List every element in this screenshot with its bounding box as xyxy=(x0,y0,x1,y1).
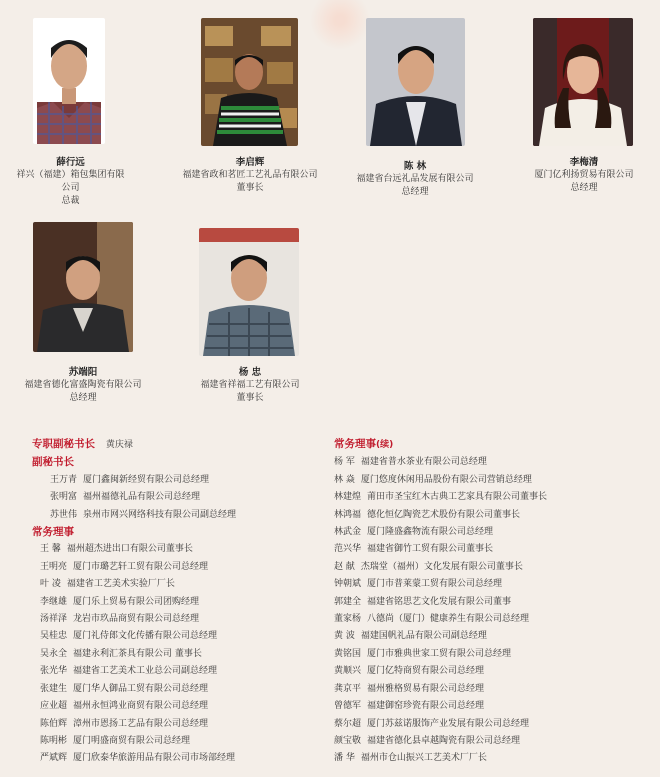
photo-yang-zhong xyxy=(199,228,299,356)
member-org-title: 厦门亿特商贸有限公司总经理 xyxy=(367,666,485,677)
member-org-title: 厦门市普莱蒙工贸有限公司总经理 xyxy=(367,579,503,590)
executive-directors-continued-list xyxy=(334,454,654,767)
member-org-title: 福建永利汇茶具有限公司 董事长 xyxy=(73,648,202,659)
person-title: 总经理 xyxy=(69,393,97,403)
list-item xyxy=(40,663,322,680)
person-company: 福建省政和茗匠工艺礼品有限公司 xyxy=(182,170,318,180)
person-card-4 xyxy=(518,156,650,195)
person-card-2 xyxy=(170,156,330,195)
list-item xyxy=(40,628,322,645)
list-item xyxy=(40,559,322,576)
member-name: 林建煌 xyxy=(334,492,362,503)
member-name: 吴永全 xyxy=(40,648,68,659)
member-name: 钟朝斌 xyxy=(334,579,362,590)
list-item xyxy=(334,733,654,750)
member-name: 苏世伟 xyxy=(50,509,78,520)
photo-chen-lin xyxy=(366,18,465,146)
person-company: 祥兴（福建）箱包集团有限公司 xyxy=(16,170,125,193)
list-item xyxy=(40,646,322,663)
member-org-title: 福建省工艺美术工业总公司副总经理 xyxy=(73,666,218,677)
member-name: 王明亮 xyxy=(40,561,68,572)
member-org-title: 福建国帆礼品有限公司副总经理 xyxy=(360,631,487,642)
member-org-title: 福建省普水茶业有限公司总经理 xyxy=(360,457,487,468)
member-org-title: 龙岩市玖品商贸有限公司总经理 xyxy=(73,614,200,625)
member-name: 汤祥泽 xyxy=(40,614,68,625)
list-item xyxy=(50,489,322,506)
vice-secretary-list xyxy=(32,472,322,524)
list-item xyxy=(40,611,322,628)
list-item xyxy=(40,594,322,611)
person-title: 董事长 xyxy=(236,393,264,403)
member-name: 林武金 xyxy=(334,527,362,538)
member-name: 吴桂忠 xyxy=(40,631,68,642)
member-name: 黄铭国 xyxy=(334,648,362,659)
member-org-title: 厦门市雅典世家工贸有限公司总经理 xyxy=(367,648,512,659)
member-name: 陈明彬 xyxy=(40,735,68,746)
list-item xyxy=(40,576,322,593)
member-name: 李继雄 xyxy=(40,596,68,607)
member-name: 林鸿福 xyxy=(334,509,362,520)
member-org-title: 福建省御竹工贸有限公司董事长 xyxy=(367,544,494,555)
list-item xyxy=(334,716,654,733)
right-member-list xyxy=(334,436,654,768)
deputy-secretary-row xyxy=(32,436,322,454)
member-org-title: 德化恒亿陶瓷艺术股份有限公司董事长 xyxy=(367,509,521,520)
person-name: 杨 忠 xyxy=(238,367,262,378)
person-title: 总经理 xyxy=(401,187,429,197)
executive-directors-continued-header xyxy=(334,436,654,454)
member-name: 黄 波 xyxy=(334,631,355,642)
member-org-title: 福建御窑珍瓷有限公司总经理 xyxy=(367,701,485,712)
member-org-title: 厦门乐上贸易有限公司团购经理 xyxy=(73,596,200,607)
member-org-title: 厦门礼侍郎文化传播有限公司总经理 xyxy=(73,631,218,642)
vice-secretary-header: 副秘书长 xyxy=(32,456,74,469)
person-name: 李梅清 xyxy=(569,157,599,168)
member-name: 曾德军 xyxy=(334,701,362,712)
member-org-title: 福建省铭思艺文化发展有限公司董事 xyxy=(367,596,512,607)
list-item xyxy=(334,611,654,628)
person-card-5 xyxy=(10,366,156,405)
member-name: 潘 华 xyxy=(334,753,355,764)
member-org-title: 莆田市圣宝红木古典工艺家具有限公司董事长 xyxy=(367,492,548,503)
list-item xyxy=(334,576,654,593)
list-item xyxy=(40,681,322,698)
person-title: 董事长 xyxy=(236,183,264,193)
member-name: 严斌辉 xyxy=(40,753,68,764)
person-title: 总经理 xyxy=(570,183,598,193)
member-org-title: 福建省工艺美术实验厂厂长 xyxy=(66,579,175,590)
member-name: 王万青 xyxy=(50,474,78,485)
list-item xyxy=(40,698,322,715)
left-member-list xyxy=(32,436,322,768)
person-company: 厦门亿利扬贸易有限公司 xyxy=(534,170,634,180)
person-company: 福建省台远礼品发展有限公司 xyxy=(356,174,474,184)
photo-su-duanyang xyxy=(33,222,133,352)
person-card-1 xyxy=(13,156,128,208)
person-card-6 xyxy=(180,366,320,405)
member-name: 张明富 xyxy=(50,492,78,503)
list-item xyxy=(40,750,322,767)
executive-directors-list xyxy=(32,541,322,767)
member-name: 蔡尔超 xyxy=(334,718,362,729)
member-org-title: 漳州市恩扬工艺品有限公司总经理 xyxy=(73,718,209,729)
deputy-secretary-name: 黄庆禄 xyxy=(105,440,133,450)
member-org-title: 厦门隆盛鑫物流有限公司总经理 xyxy=(367,527,494,538)
member-name: 杨 军 xyxy=(334,457,355,468)
photo-li-qihui xyxy=(201,18,298,146)
person-name: 陈 林 xyxy=(403,161,427,172)
person-card-3 xyxy=(340,160,490,199)
list-item xyxy=(40,716,322,733)
list-item xyxy=(334,698,654,715)
list-item xyxy=(334,646,654,663)
member-org-title: 福州市仓山振兴工艺美术厂厂长 xyxy=(360,753,487,764)
list-item xyxy=(334,681,654,698)
member-org-title: 福州福德礼品有限公司总经理 xyxy=(83,492,201,503)
list-item xyxy=(40,541,322,558)
list-item xyxy=(334,750,654,767)
member-org-title: 泉州市网兴网络科技有限公司副总经理 xyxy=(83,509,237,520)
member-name: 赵 献 xyxy=(334,561,355,572)
member-org-title: 福建省德化县卓越陶瓷有限公司总经理 xyxy=(367,735,521,746)
member-name: 颜宝敬 xyxy=(334,735,362,746)
list-item xyxy=(334,594,654,611)
list-item xyxy=(40,733,322,750)
member-name: 林 焱 xyxy=(334,474,355,485)
person-title: 总裁 xyxy=(61,196,80,206)
member-org-title: 八德尚（厦门）健康养生有限公司总经理 xyxy=(367,614,530,625)
list-item xyxy=(334,628,654,645)
member-name: 黄顺兴 xyxy=(334,666,362,677)
person-name: 李启辉 xyxy=(235,157,265,168)
member-org-title: 厦门市璐艺轩工贸有限公司总经理 xyxy=(73,561,209,572)
member-org-title: 厦门鑫闽新经贸有限公司总经理 xyxy=(83,474,210,485)
member-org-title: 厦门明盛商贸有限公司总经理 xyxy=(73,735,191,746)
deputy-secretary-label: 专职副秘书长 xyxy=(32,438,95,450)
member-org-title: 福州雅格贸易有限公司总经理 xyxy=(367,683,485,694)
member-org-title: 厦门欣泰华旅游用品有限公司市场部经理 xyxy=(73,753,236,764)
person-name: 苏端阳 xyxy=(68,367,98,378)
member-org-title: 福州永恒鸿业商贸有限公司总经理 xyxy=(73,701,209,712)
member-name: 董家杨 xyxy=(334,614,362,625)
member-name: 王 馨 xyxy=(40,544,61,555)
member-org-title: 福州超杰进出口有限公司董事长 xyxy=(66,544,193,555)
list-item xyxy=(334,559,654,576)
member-org-title: 杰瑞堂（福州）文化发展有限公司董事长 xyxy=(360,561,523,572)
person-company: 福建省德化富盛陶瓷有限公司 xyxy=(24,380,142,390)
member-name: 陈伯辉 xyxy=(40,718,68,729)
text: (续) xyxy=(376,440,394,450)
list-item xyxy=(334,507,654,524)
person-company: 福建省祥福工艺有限公司 xyxy=(200,380,300,390)
list-item xyxy=(334,541,654,558)
executive-directors-header: 常务理事 xyxy=(32,526,74,539)
photo-xue-xingyuan xyxy=(33,18,105,144)
member-org-title: 厦门华人御品工贸有限公司总经理 xyxy=(73,683,209,694)
member-org-title: 厦门悠度休闲用品股份有限公司营销总经理 xyxy=(360,474,532,485)
list-item xyxy=(334,663,654,680)
person-name: 薛行远 xyxy=(56,157,85,168)
member-name: 郭建全 xyxy=(334,596,362,607)
member-name: 张建生 xyxy=(40,683,68,694)
member-org-title: 厦门苏兹诺服饰产业发展有限公司总经理 xyxy=(367,718,530,729)
member-name: 龚京平 xyxy=(334,683,362,694)
member-name: 张光华 xyxy=(40,666,68,677)
list-item xyxy=(50,472,322,489)
member-name: 应业超 xyxy=(40,701,68,712)
member-name: 范兴华 xyxy=(334,544,362,555)
list-item xyxy=(334,454,654,471)
list-item xyxy=(334,489,654,506)
list-item xyxy=(334,524,654,541)
photo-li-meiqing xyxy=(533,18,633,146)
list-item xyxy=(334,472,654,489)
text: 常务理事 xyxy=(334,438,376,450)
member-name: 叶 凌 xyxy=(40,579,61,590)
list-item xyxy=(50,507,322,524)
